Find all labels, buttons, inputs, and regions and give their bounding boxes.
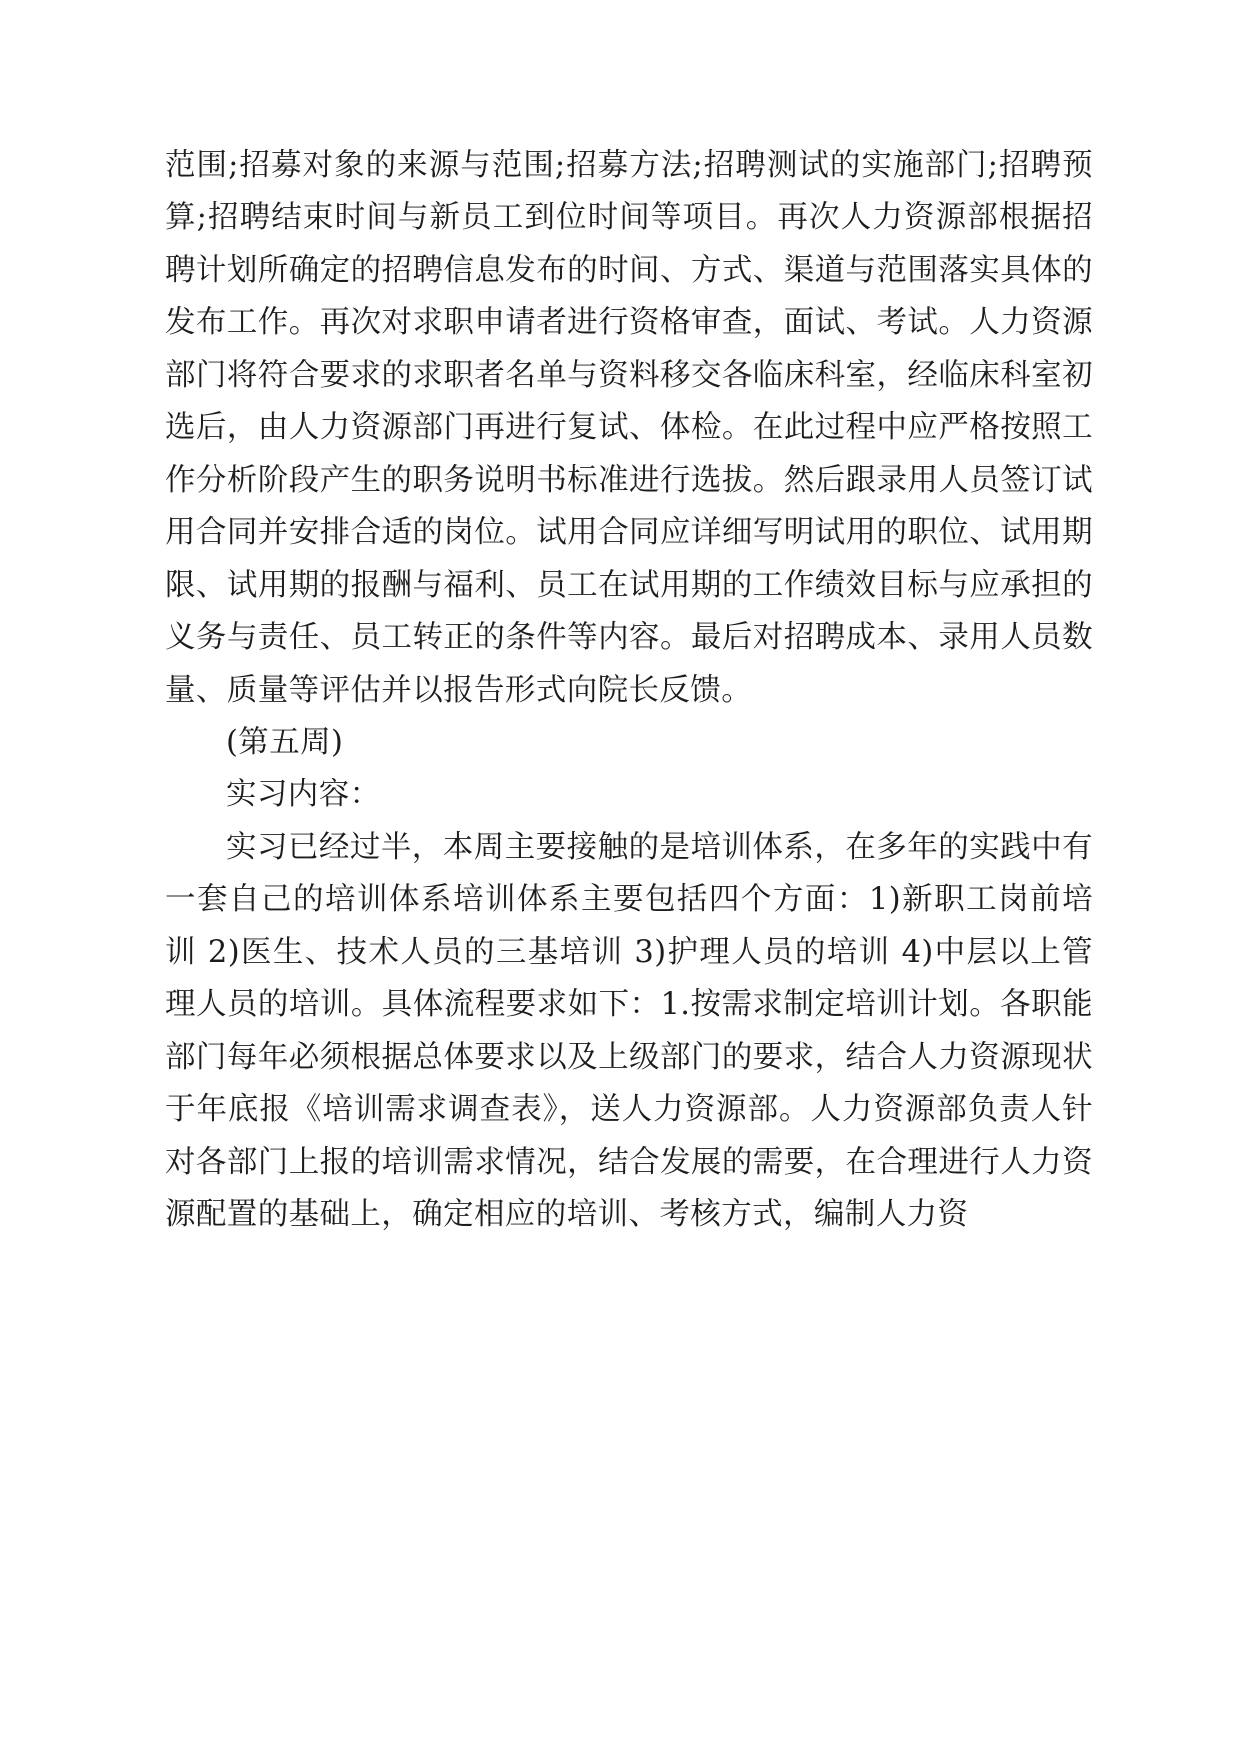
document-body bbox=[165, 140, 1093, 1242]
paragraph-training-system-body: 实习已经过半，本周主要接触的是培训体系，在多年的实践中有一套自己的培训体系培训体系主要包括四个方面：1)新职工岗前培训 2)医生、技术人员的三基培训 3)护理人员的培训 4)中层以上管理人员的培训。具体流程要求如下：1.按需求制定培训计划。各职能部门每年必须根据总体要求以及上级部门的要求，结合人力资源现状于年底报《培训需求调查表》，送人力资源部。人力资源部负责人针对各部门上报的培训需求情况，结合发展的需要，在合理进行人力资源配置的基础上，确定相应的培训、考核方式，编制人力资 bbox=[165, 829, 1093, 1233]
paragraph-recruitment-continued: 范围;招募对象的来源与范围;招募方法;招聘测试的实施部门;招聘预算;招聘结束时间与新员工到位时间等项目。再次人力资源部根据招聘计划所确定的招聘信息发布的时间、方式、渠道与范围落实具体的发布工作。再次对求职申请者进行资格审查，面试、考试。人力资源部门将符合要求的求职者名单与资料移交各临床科室，经临床科室初选后，由人力资源部门再进行复试、体检。在此过程中应严格按照工作分析阶段产生的职务说明书标准进行选拔。然后跟录用人员签订试用合同并安排合适的岗位。试用合同应详细写明试用的职位、试用期限、试用期的报酬与福利、员工在试用期的工作绩效目标与应承担的义务与责任、员工转正的条件等内容。最后对招聘成本、录用人员数量、质量等评估并以报告形式向院长反馈。 bbox=[165, 148, 1093, 708]
paragraph-week-label: (第五周) bbox=[226, 724, 344, 760]
paragraph-practice-content-heading: 实习内容： bbox=[226, 777, 381, 813]
